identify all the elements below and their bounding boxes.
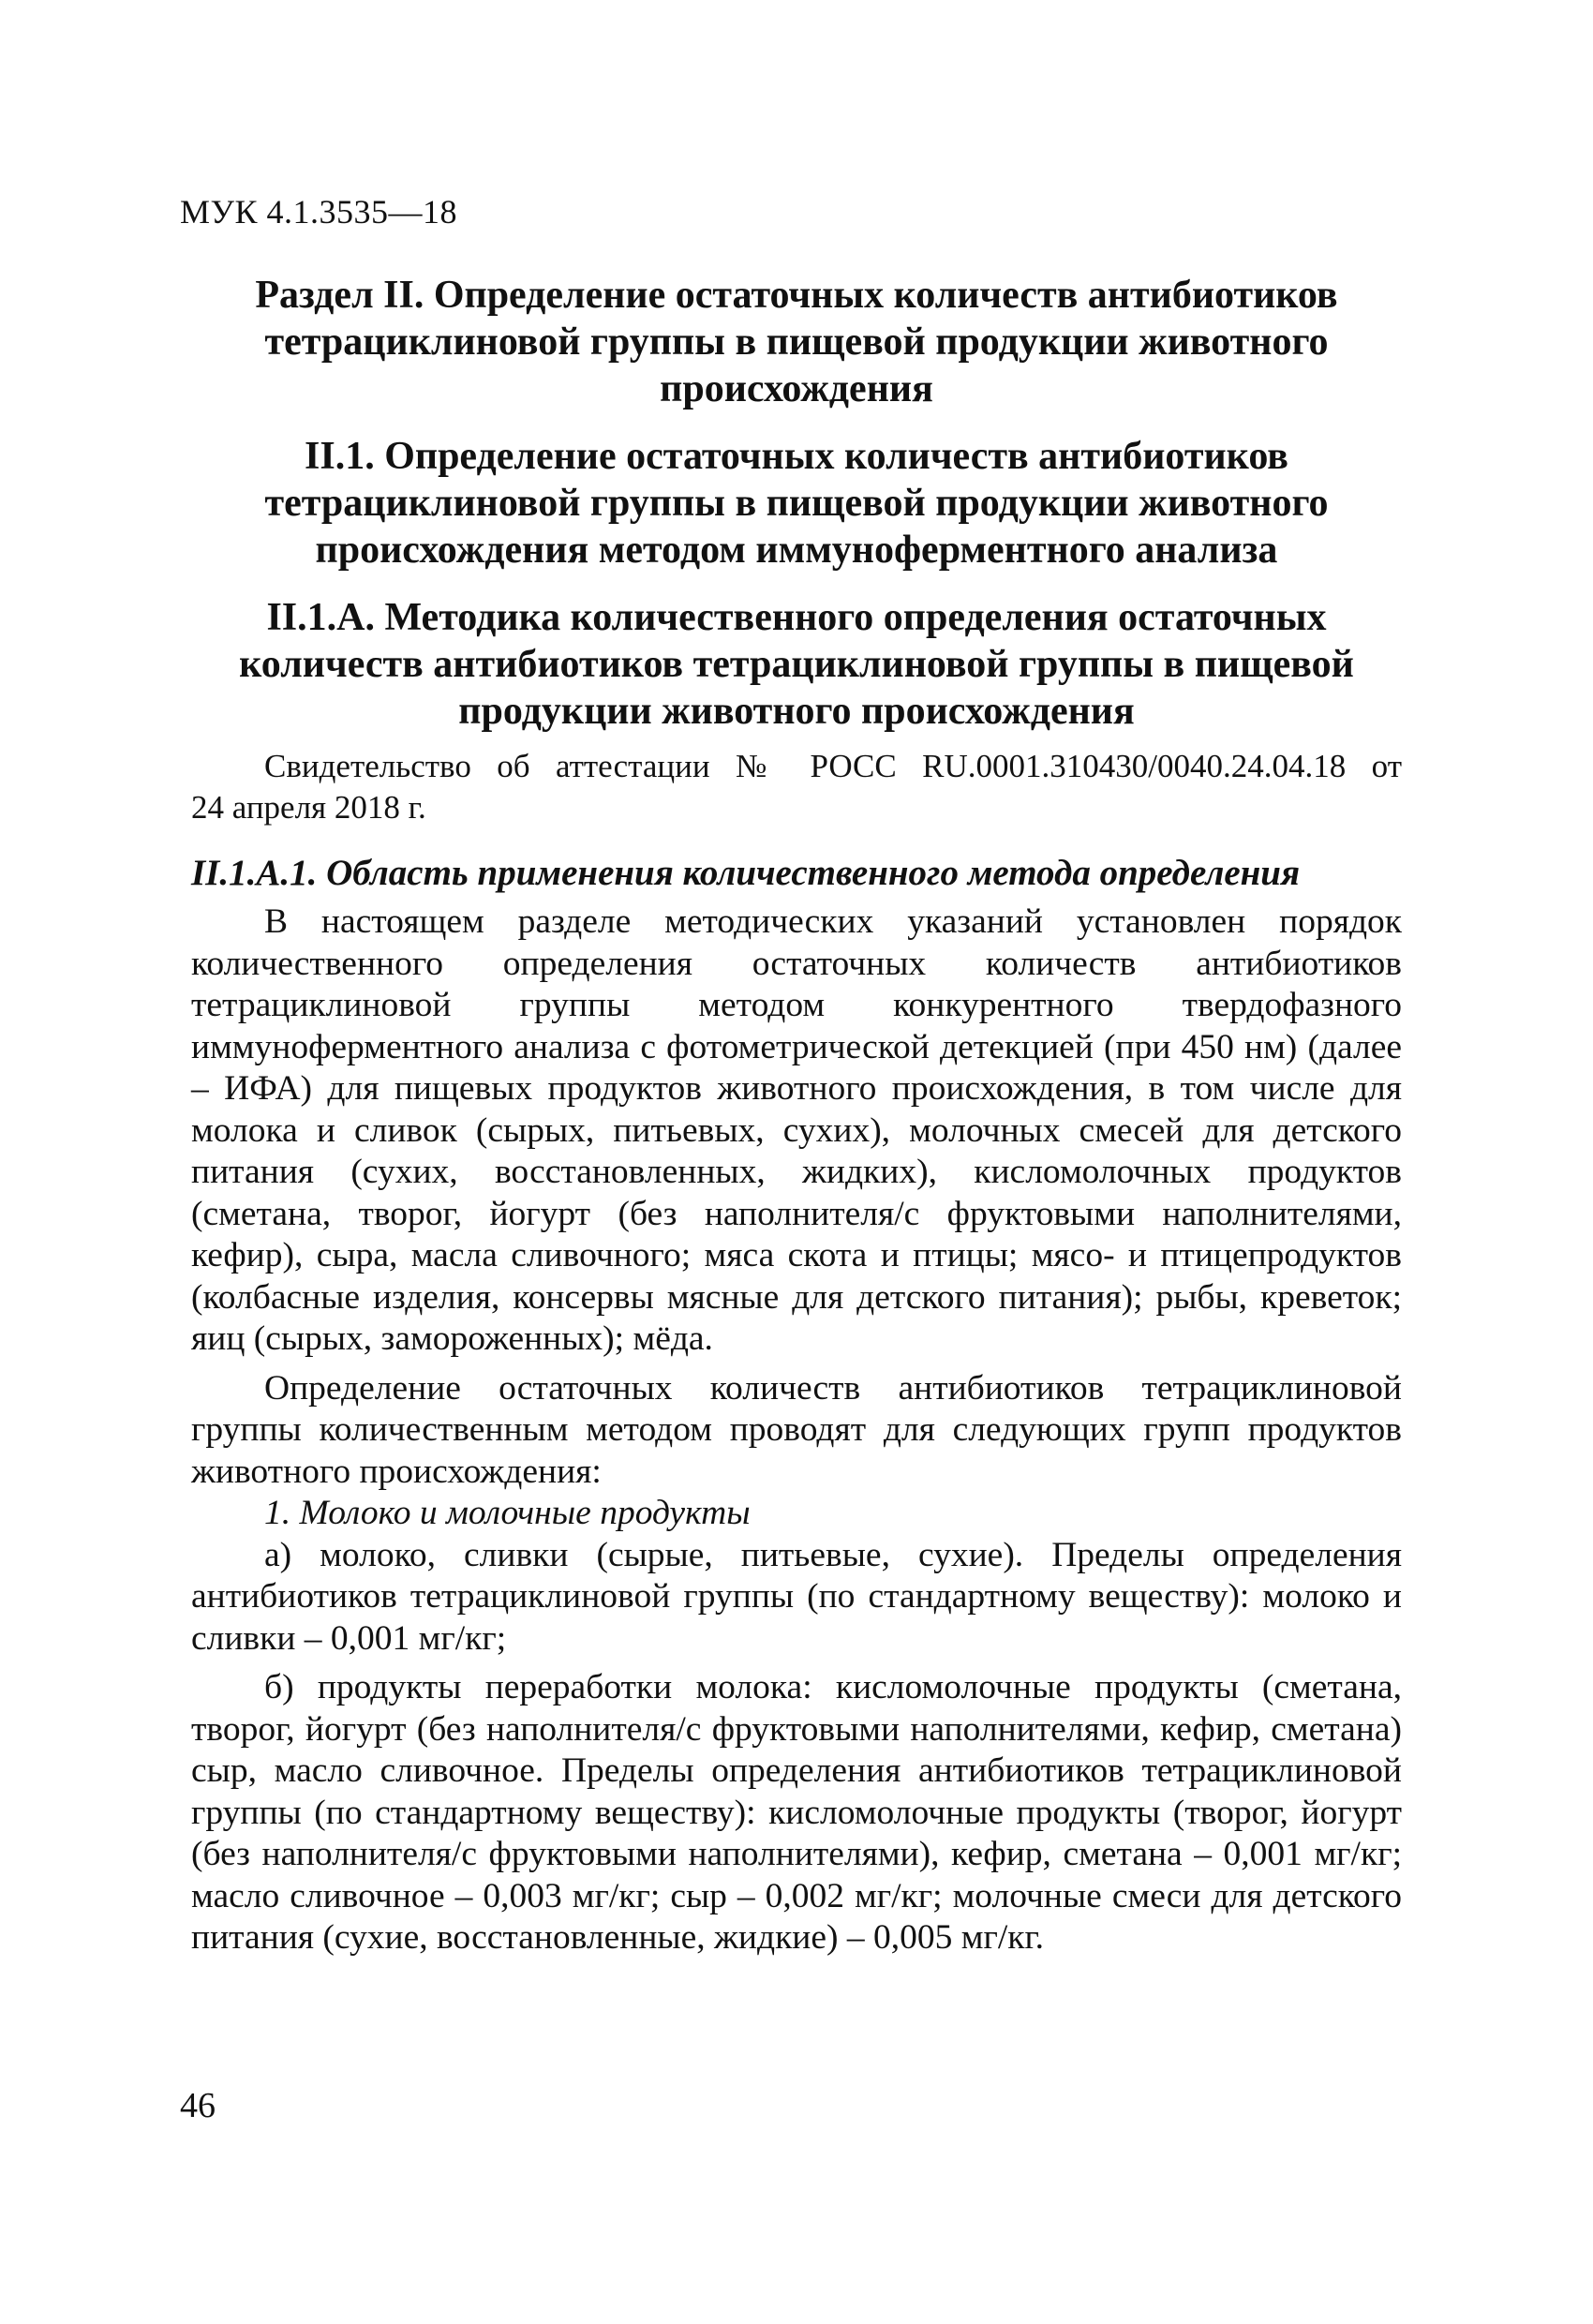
method-heading: II.1.А. Методика количественного определения остаточных количеств антибиотиков тетрациклиновой группы в пищевой продукции животного происхождения	[239, 596, 1354, 733]
page-number: 46	[180, 2086, 216, 2125]
document-code: МУК 4.1.3535—18	[180, 193, 458, 231]
section-heading: Раздел II. Определение остаточных количеств антибиотиков тетрациклиновой группы в пищевой продукции животного происхождения	[255, 274, 1338, 410]
list-item-b: б) продукты переработки молока: кисломолочные продукты (сметана, творог, йогурт (без наполнителя/с фруктовыми наполнителями, кефир, сметана) сыр, масло сливочное. Пределы определения антибиотиков тетрациклиновой группы (по стандартному веществу): кисломолочные продукты (творог, йогурт (без наполнителя/с фруктовыми наполнителями), кефир, сметана – 0,001 мг/кг; масло сливочное – 0,003 мг/кг; сыр – 0,002 мг/кг; молочные смеси для детского питания (сухие, восстановленные, жидкие) – 0,005 мг/кг.	[191, 1668, 1402, 1957]
scope-heading: II.1.А.1. Область применения количественного метода определения	[191, 853, 1301, 893]
page-content	[191, 272, 1402, 1959]
list-title-dairy: 1. Молоко и молочные продукты	[264, 1494, 751, 1532]
certificate-line-2: 24 апреля 2018 г.	[191, 789, 426, 826]
scope-paragraph-1: В настоящем разделе методических указаний установлен порядок количественного определения остаточных количеств антибиотиков тетрациклиновой группы методом конкурентного твердофазного иммуноферментного анализа с фотометрической детекцией (при 450 нм) (далее – ИФА) для пищевых продуктов животного происхождения, в том числе для молока и сливок (сырых, питьевых, сухих), молочных смесей для детского питания (сухих, восстановленных, жидких), кисломолочных продуктов (сметана, творог, йогурт (без наполнителя/с фруктовыми наполнителями, кефир), сыра, масла сливочного; мяса скота и птицы; мясо- и птицепродуктов (колбасные изделия, консервы мясные для детского питания); рыбы, креветок; яиц (сырых, замороженных); мёда.	[191, 902, 1402, 1358]
list-item-a: а) молоко, сливки (сырые, питьевые, сухие). Пределы определения антибиотиков тетрациклиновой группы (по стандартному веществу): молоко и сливки – 0,001 мг/кг;	[191, 1535, 1402, 1658]
scope-paragraph-2: Определение остаточных количеств антибиотиков тетрациклиновой группы количественным методом проводят для следующих групп продуктов животного происхождения:	[191, 1368, 1402, 1491]
subsection-heading: II.1. Определение остаточных количеств антибиотиков тетрациклиновой группы в пищевой продукции животного происхождения методом иммуноферментного анализа	[264, 435, 1329, 572]
certificate-note	[191, 746, 1402, 828]
certificate-line-1: Свидетельство об аттестации № РОСС RU.0001.310430/0040.24.04.18 от	[264, 748, 1402, 784]
